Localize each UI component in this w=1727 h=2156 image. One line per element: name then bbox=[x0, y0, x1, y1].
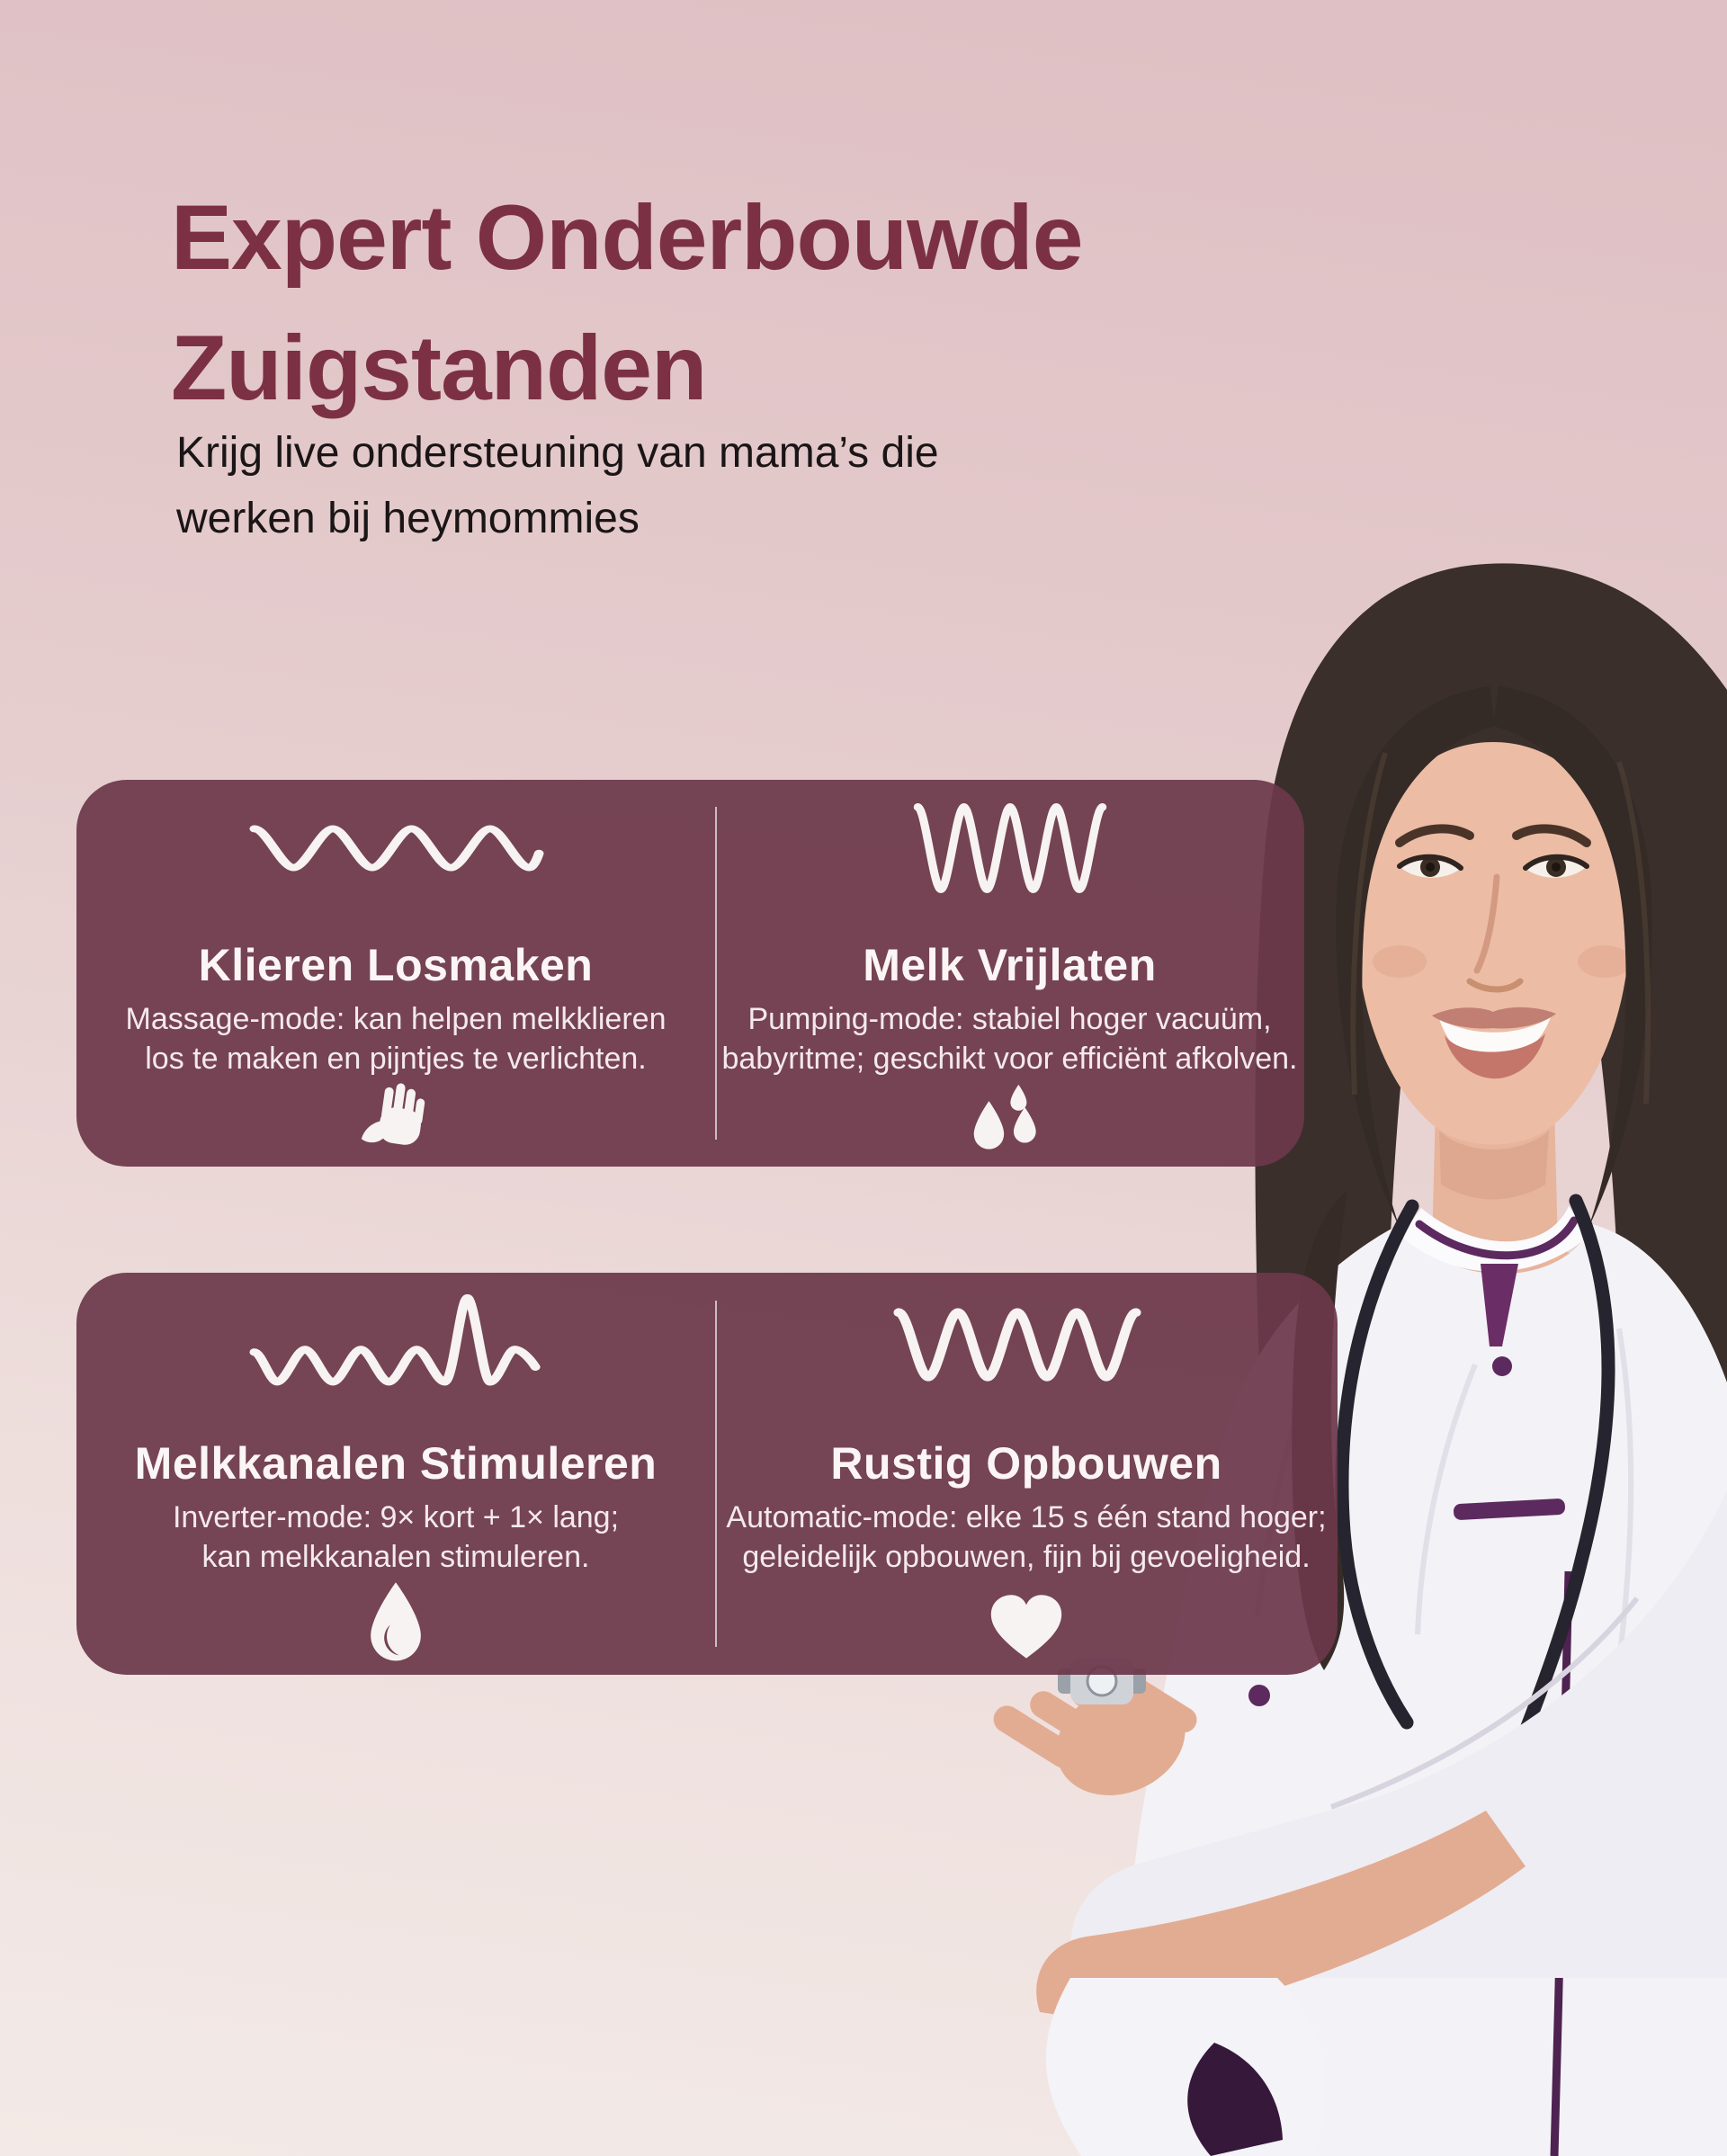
card-inverter-automatic bbox=[76, 1273, 1338, 1675]
page-title-line1: Expert Onderbouwde bbox=[171, 186, 1083, 289]
automatic-wave-icon bbox=[891, 1285, 1161, 1404]
panel-melk-vrijlaten bbox=[715, 780, 1304, 1167]
page-subtitle-line1: Krijg live ondersteuning van mama’s die bbox=[176, 429, 939, 477]
panel-klieren-losmaken bbox=[76, 780, 715, 1167]
panel-body: Automatic-mode: elke 15 s één stand hoger; geleidelijk opbouwen, fijn bij gevoeligheid. bbox=[726, 1500, 1327, 1575]
panel-body: Massage-mode: kan helpen melkklieren los te maken en pijntjes te verlichten. bbox=[125, 1002, 667, 1077]
panel-title: Melkkanalen Stimuleren bbox=[134, 1438, 658, 1489]
panel-title: Melk Vrijlaten bbox=[863, 940, 1157, 990]
page-subtitle bbox=[176, 421, 939, 552]
pumping-wave-icon bbox=[911, 796, 1109, 900]
drop-icon bbox=[364, 1581, 427, 1664]
panel-body: Pumping-mode: stabiel hoger vacuüm, babyritme; geschikt voor efficiënt afkolven. bbox=[721, 1002, 1298, 1077]
panel-title: Klieren Losmaken bbox=[198, 940, 594, 990]
heart-icon bbox=[985, 1592, 1068, 1664]
card-divider bbox=[715, 807, 717, 1140]
milk-drops-icon bbox=[967, 1084, 1053, 1156]
page-subtitle-line2: werken bij heymommies bbox=[176, 494, 640, 542]
panel-body: Inverter-mode: 9× kort + 1× lang; kan melkkanalen stimuleren. bbox=[172, 1500, 620, 1575]
massage-wave-icon bbox=[247, 796, 544, 900]
page-title bbox=[171, 173, 1082, 434]
page-title-line2: Zuigstanden bbox=[171, 316, 707, 419]
panel-title: Rustig Opbouwen bbox=[830, 1438, 1222, 1489]
panel-melkkanalen-stimuleren bbox=[76, 1273, 715, 1675]
card-massage-pumping bbox=[76, 780, 1304, 1167]
inverter-wave-icon bbox=[247, 1285, 544, 1404]
hand-icon bbox=[357, 1080, 434, 1156]
panel-rustig-opbouwen bbox=[715, 1273, 1338, 1675]
card-divider bbox=[715, 1301, 717, 1646]
